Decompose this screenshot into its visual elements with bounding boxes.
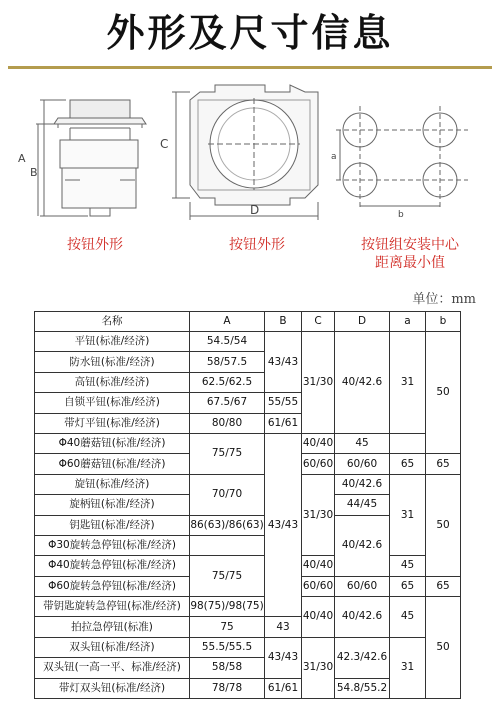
cell-c: 31/30 — [302, 474, 335, 556]
cell-a-small: 65 — [390, 454, 426, 474]
header-b-small: b — [426, 312, 461, 332]
cell-b: 43/43 — [265, 637, 302, 678]
cell-a-small: 45 — [390, 597, 426, 638]
cell-d: 60/60 — [335, 576, 390, 596]
cell-name: Φ60蘑菇钮(标准/经济) — [35, 454, 190, 474]
cell-a: 54.5/54 — [190, 332, 265, 352]
table-row — [35, 637, 461, 657]
cell-a-small: 31 — [390, 474, 426, 556]
cell-a: 75/75 — [190, 556, 265, 597]
cell-a-small: 65 — [390, 576, 426, 596]
cell-b: 43/43 — [265, 332, 302, 393]
cell-d: 44/45 — [335, 495, 390, 515]
cell-a: 58/57.5 — [190, 352, 265, 372]
page-title: 外形及尺寸信息 — [106, 11, 394, 55]
cell-name: 平钮(标准/经济) — [35, 332, 190, 352]
cell-b: 43/43 — [265, 433, 302, 617]
cell-a: 67.5/67 — [190, 393, 265, 413]
cell-name: 钥匙钮(标准/经济) — [35, 515, 190, 535]
cell-b-small: 65 — [426, 454, 461, 474]
cell-name: 旋钮(标准/经济) — [35, 474, 190, 494]
dimensions-table — [34, 311, 461, 699]
button-side-view-drawing — [36, 100, 146, 216]
header-b: B — [265, 312, 302, 332]
cell-name: Φ40旋转急停钮(标准/经济) — [35, 556, 190, 576]
dim-label-b-lower: b — [398, 210, 404, 220]
cell-b-small: 65 — [426, 576, 461, 596]
header-c: C — [302, 312, 335, 332]
unit-label: 单位：mm — [412, 292, 476, 307]
header-name: 名称 — [35, 312, 190, 332]
cell-d: 40/42.6 — [335, 515, 390, 576]
cell-a-small: 31 — [390, 637, 426, 698]
cell-b-small: 50 — [426, 332, 461, 454]
cell-c: 40/40 — [302, 433, 335, 453]
cell-c: 31/30 — [302, 637, 335, 698]
button-front-view-drawing — [172, 85, 318, 220]
cell-a: 98(75)/98(75) — [190, 597, 265, 617]
cell-d: 42.3/42.6 — [335, 637, 390, 678]
cell-name: 自锁平钮(标准/经济) — [35, 393, 190, 413]
cell-d: 60/60 — [335, 454, 390, 474]
dim-label-b-upper: B — [30, 166, 38, 179]
cell-name: Φ40蘑菇钮(标准/经济) — [35, 433, 190, 453]
dim-label-c: C — [160, 137, 169, 151]
cell-name: 带灯平钮(标准/经济) — [35, 413, 190, 433]
cell-name: 防水钮(标准/经济) — [35, 352, 190, 372]
cell-c: 60/60 — [302, 576, 335, 596]
cell-name: 旋柄钮(标准/经济) — [35, 495, 190, 515]
cell-a: 55.5/55.5 — [190, 637, 265, 657]
table-header-row — [35, 312, 461, 332]
header-a: A — [190, 312, 265, 332]
cell-c: 40/40 — [302, 597, 335, 638]
cell-a-small: 45 — [390, 556, 426, 576]
table-row — [35, 556, 461, 576]
cell-c: 40/40 — [302, 556, 335, 576]
cell-b-small: 50 — [426, 474, 461, 576]
cell-name: Φ30旋转急停钮(标准/经济) — [35, 535, 190, 555]
cell-d: 40/42.6 — [335, 474, 390, 494]
caption-fig3 — [350, 236, 470, 272]
header-a-small: a — [390, 312, 426, 332]
cell-b-small: 50 — [426, 597, 461, 699]
title-divider — [8, 66, 492, 69]
cell-a-small: 31 — [390, 332, 426, 434]
header-d: D — [335, 312, 390, 332]
cell-b: 43 — [265, 617, 302, 637]
cell-a: 80/80 — [190, 413, 265, 433]
caption-fig3-line1: 按钮组安装中心 — [361, 237, 459, 253]
table-row — [35, 332, 461, 352]
cell-a: 75 — [190, 617, 265, 637]
dim-label-a-lower: a — [331, 152, 337, 162]
cell-c: 31/30 — [302, 332, 335, 434]
cell-c: 60/60 — [302, 454, 335, 474]
cell-a — [190, 535, 265, 555]
table-row — [35, 433, 461, 453]
cell-name: 带钥匙旋转急停钮(标准/经济) — [35, 597, 190, 617]
caption-fig3-line2: 距离最小值 — [375, 255, 445, 271]
cell-a: 78/78 — [190, 678, 265, 698]
cell-a-small: 45 — [335, 433, 390, 453]
cell-name: Φ60旋转急停钮(标准/经济) — [35, 576, 190, 596]
cell-name: 带灯双头钮(标准/经济) — [35, 678, 190, 698]
dim-label-a-upper: A — [18, 152, 26, 165]
dim-label-d: D — [250, 203, 260, 217]
cell-d: 40/42.6 — [335, 332, 390, 434]
mounting-spacing-drawing — [336, 106, 468, 210]
table-row — [35, 474, 461, 494]
cell-a: 75/75 — [190, 433, 265, 474]
cell-a: 58/58 — [190, 658, 265, 678]
cell-a: 70/70 — [190, 474, 265, 515]
cell-a: 62.5/62.5 — [190, 372, 265, 392]
caption-fig2: 按钮外形 — [229, 237, 285, 253]
cell-b: 61/61 — [265, 413, 302, 433]
caption-fig1: 按钮外形 — [67, 237, 123, 253]
cell-name: 双头钮(标准/经济) — [35, 637, 190, 657]
cell-name: 双头钮(一高一平、标准/经济) — [35, 658, 190, 678]
cell-d: 40/42.6 — [335, 597, 390, 638]
table-row — [35, 597, 461, 617]
cell-name: 拍拉急停钮(标准) — [35, 617, 190, 637]
cell-a: 86(63)/86(63) — [190, 515, 265, 535]
cell-b: 61/61 — [265, 678, 302, 698]
cell-d: 54.8/55.2 — [335, 678, 390, 698]
cell-name: 高钮(标准/经济) — [35, 372, 190, 392]
cell-b: 55/55 — [265, 393, 302, 413]
